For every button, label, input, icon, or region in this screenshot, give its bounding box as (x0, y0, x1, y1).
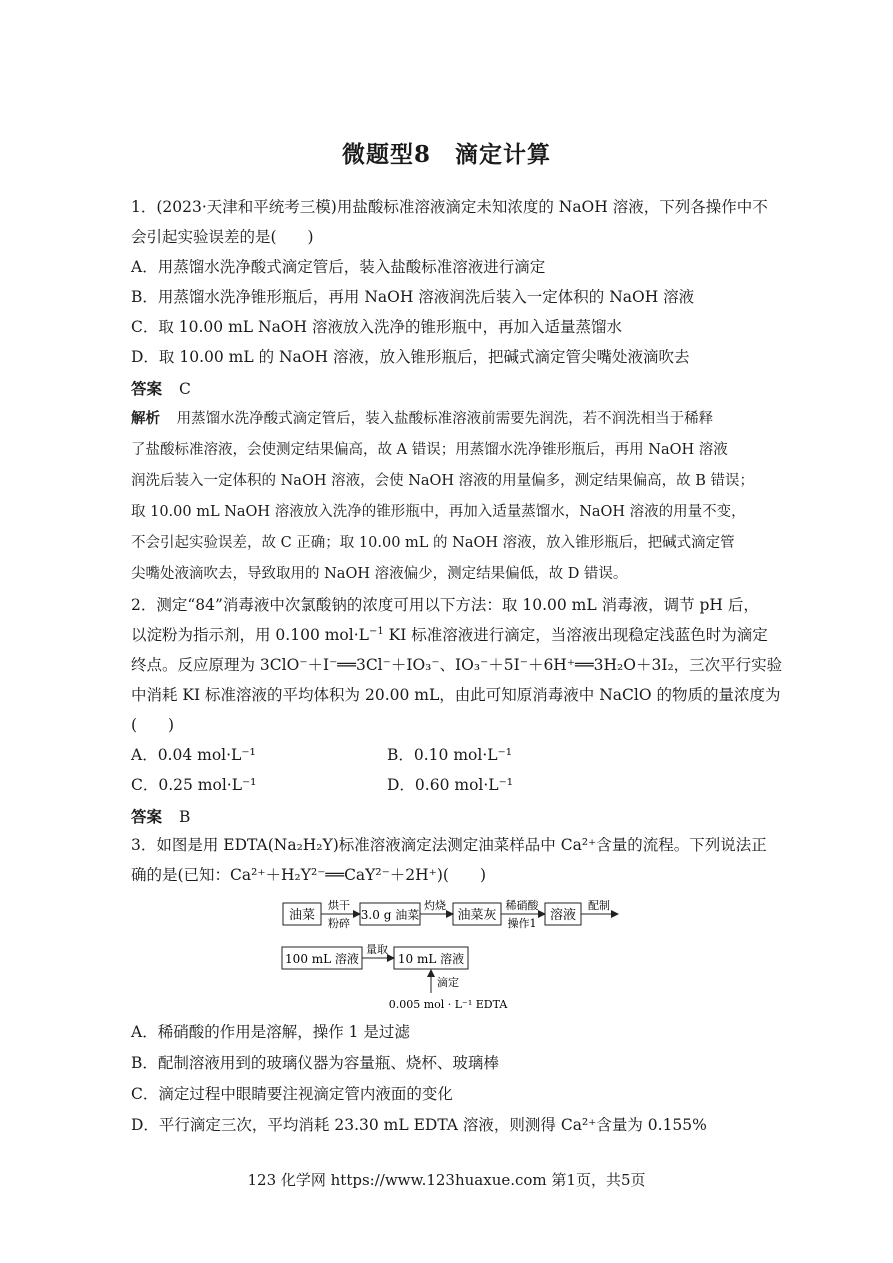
q1-analysis-line-4: 取 10.00 mL NaOH 溶液放入洗净的锥形瓶中，再加入适量蒸馏水，NaOH 溶液的用量不变， (131, 504, 746, 520)
analysis-label: 解析 (131, 410, 160, 427)
flow-box-10ml-label: 10 mL 溶液 (397, 952, 465, 966)
flow-arrow-3-bottom: 操作1 (507, 917, 537, 930)
q1-option-c: C．取 10.00 mL NaOH 溶液放入洗净的锥形瓶中，再加入适量蒸馏水 (131, 318, 622, 336)
answer-label: 答案 (131, 379, 163, 398)
q3-stem-line-2: 确的是(已知：Ca²⁺＋H₂Y²⁻══CaY²⁻＋2H⁺)( ) (131, 866, 486, 884)
q2-option-d: D．0.60 mol·L⁻¹ (387, 776, 513, 794)
flow-box-rapeseed-label: 油菜 (288, 908, 316, 923)
flow-diagram (270, 893, 630, 1018)
q2-answer (131, 806, 190, 828)
q2-option-b: B．0.10 mol·L⁻¹ (387, 746, 512, 764)
flow-edta-label: 0.005 mol · L⁻¹ EDTA (388, 998, 508, 1011)
q2-stem-line-3: 终点。反应原理为 3ClO⁻＋I⁻══3Cl⁻＋IO₃⁻、IO₃⁻＋5I⁻＋6H⁺══3H₂O＋3I₂，三次平行实验 (131, 656, 783, 674)
q3-option-d: D．平行滴定三次，平均消耗 23.30 mL EDTA 溶液，则测得 Ca²⁺含量为 0.155% (131, 1116, 707, 1134)
q1-stem-line-2: 会引起实验误差的是( ) (131, 228, 314, 246)
flow-arrow-2-top: 灼烧 (424, 899, 446, 912)
q2-l2-sup: −1 (368, 625, 384, 637)
flow-arrow-3-top: 稀硝酸 (505, 899, 539, 912)
q2-stem-line-1: 2．测定“84”消毒液中次氯酸钠的浓度可用以下方法：取 10.00 mL 消毒液，调节 pH 后， (131, 596, 759, 614)
q1-analysis-line-2: 了盐酸标准溶液，会使测定结果偏高，故 A 错误；用蒸馏水洗净锥形瓶后，再用 NaOH 溶液 (131, 442, 728, 458)
q1-option-b: B．用蒸馏水洗净锥形瓶后，再用 NaOH 溶液润洗后装入一定体积的 NaOH 溶液 (131, 288, 695, 306)
q1-answer (131, 378, 191, 400)
flow-arrow-1-top: 烘干 (328, 899, 350, 912)
q1-option-a: A．用蒸馏水洗净酸式滴定管后，装入盐酸标准溶液进行滴定 (131, 258, 546, 276)
q2-stem-line-2 (131, 624, 768, 646)
page-footer: 123 化学网 https://www.123huaxue.com 第1页，共5页 (247, 1171, 646, 1189)
q1-analysis-line-1 (131, 408, 713, 430)
q1-analysis-line-6: 尖嘴处液滴吹去，导致取用的 NaOH 溶液偏少，测定结果偏低，故 D 错误。 (131, 566, 628, 582)
flow-box-ash-label: 油菜灰 (457, 908, 497, 923)
q1-analysis-line-5: 不会引起实验误差，故 C 正确；取 10.00 mL 的 NaOH 溶液，放入锥形瓶后，把碱式滴定管 (131, 535, 735, 551)
q2-option-c: C．0.25 mol·L⁻¹ (131, 776, 257, 794)
flow-arrow-1-bottom: 粉碎 (328, 917, 350, 930)
q2-stem-line-5: ( ) (131, 716, 175, 734)
flow-arrow-4-top: 配制 (588, 899, 610, 912)
flow-arrow-5-top: 量取 (366, 943, 388, 956)
q2-l2-part-b: KI 标准溶液进行滴定，当溶液出现稳定浅蓝色时为滴定 (383, 626, 768, 644)
q2-option-a: A．0.04 mol·L⁻¹ (131, 746, 256, 764)
q3-option-c: C．滴定过程中眼睛要注视滴定管内液面的变化 (131, 1085, 453, 1103)
page-title: 微题型8 滴定计算 (341, 141, 551, 168)
flow-titrate-label: 滴定 (437, 976, 459, 989)
q3-stem-line-1: 3．如图是用 EDTA(Na₂H₂Y)标准溶液滴定法测定油菜样品中 Ca²⁺含量的流程。下列说法正 (131, 836, 767, 854)
q3-option-b: B．配制溶液用到的玻璃仪器为容量瓶、烧杯、玻璃棒 (131, 1054, 499, 1072)
answer-label: 答案 (131, 807, 163, 826)
answer-value: C (178, 380, 191, 398)
q2-l2-part-a: 以淀粉为指示剂，用 0.100 mol·L (131, 626, 369, 644)
flow-box-100ml-label: 100 mL 溶液 (285, 952, 359, 966)
q1-analysis-line-3: 润洗后装入一定体积的 NaOH 溶液，会使 NaOH 溶液的用量偏多，测定结果偏高，故 B 错误； (131, 473, 755, 489)
flow-box-solution-label: 溶液 (549, 908, 577, 923)
q1-option-d: D．取 10.00 mL 的 NaOH 溶液，放入锥形瓶后，把碱式滴定管尖嘴处液滴吹去 (131, 348, 690, 366)
analysis-text: 用蒸馏水洗净酸式滴定管后，装入盐酸标准溶液前需要先润洗，若不润洗相当于稀释 (176, 411, 714, 427)
q3-option-a: A．稀硝酸的作用是溶解，操作 1 是过滤 (131, 1023, 410, 1041)
flow-box-3g-rapeseed-label: 3.0 g 油菜 (360, 908, 420, 922)
answer-value: B (178, 808, 191, 826)
q1-stem-line-1: 1．(2023·天津和平统考三模)用盐酸标准溶液滴定未知浓度的 NaOH 溶液，下列各操作中不 (131, 198, 768, 216)
q2-stem-line-4: 中消耗 KI 标准溶液的平均体积为 20.00 mL，由此可知原消毒液中 NaClO 的物质的量浓度为 (131, 686, 781, 704)
